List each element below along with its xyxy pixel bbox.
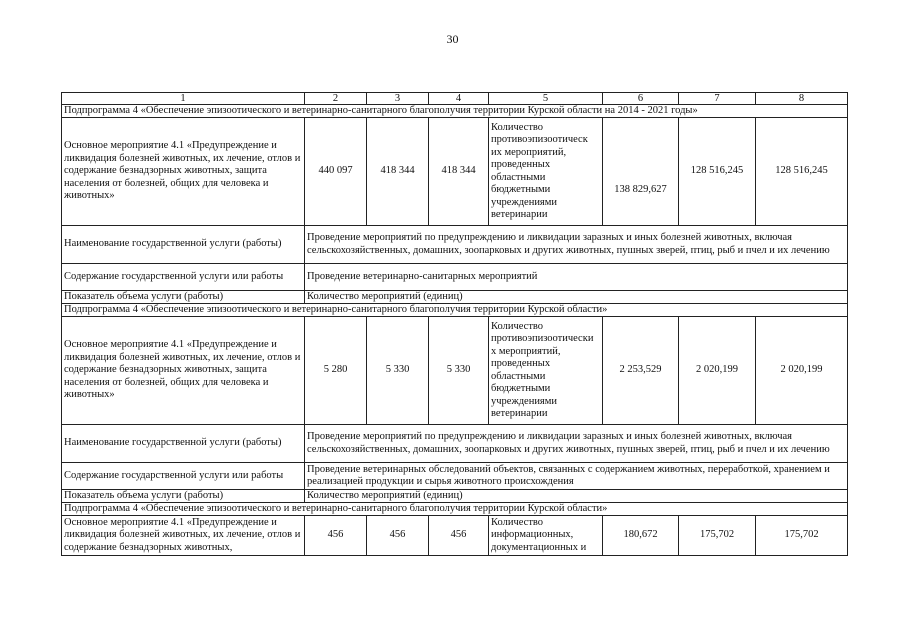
service-name-value: Проведение мероприятий по предупреждению и ликвидации заразных и иных болезней животных, включая сельскохозяйственных, домашних, зоопарковых и других животных, пушных зверей, птиц, рыб и пчел и их лечению	[305, 425, 848, 463]
header-cell: 3	[367, 93, 429, 105]
header-cell: 7	[679, 93, 756, 105]
value-col4: 5 330	[429, 317, 489, 425]
header-cell: 4	[429, 93, 489, 105]
value-col2: 440 097	[305, 118, 367, 226]
header-cell: 2	[305, 93, 367, 105]
service-name-row	[62, 226, 848, 264]
service-name-row	[62, 425, 848, 463]
value-col2: 456	[305, 516, 367, 556]
value-col4: 456	[429, 516, 489, 556]
service-content-row	[62, 264, 848, 291]
header-cell: 1	[62, 93, 305, 105]
indicator-description	[489, 516, 603, 556]
page-number: 30	[446, 32, 459, 46]
value-col6: 138 829,627	[603, 118, 679, 226]
indicator-description: Количество противоэпизоотически х мероприятий, проведенных областными бюджетными учреждениями ветеринарии	[489, 317, 603, 425]
subprogram-row	[62, 503, 848, 516]
volume-indicator-label: Показатель объема услуги (работы)	[62, 490, 305, 503]
volume-indicator-row	[62, 490, 848, 503]
value-col3: 5 330	[367, 317, 429, 425]
volume-indicator-label: Показатель объема услуги (работы)	[62, 291, 305, 304]
value-col8: 128 516,245	[756, 118, 848, 226]
service-name-value: Проведение мероприятий по предупреждению и ликвидации заразных и иных болезней животных, включая сельскохозяйственных, домашних, зоопарковых и других животных, пушных зверей, птиц, рыб и пчел и их лечению	[305, 226, 848, 264]
value-col7: 128 516,245	[679, 118, 756, 226]
value-col7: 2 020,199	[679, 317, 756, 425]
volume-indicator-value: Количество мероприятий (единиц)	[305, 291, 848, 304]
service-name-label: Наименование государственной услуги (работы)	[62, 226, 305, 264]
service-content-label: Содержание государственной услуги или работы	[62, 463, 305, 490]
service-content-row	[62, 463, 848, 490]
value-col7: 175,702	[679, 516, 756, 556]
value-col3: 418 344	[367, 118, 429, 226]
service-content-value: Проведение ветеринарно-санитарных мероприятий	[305, 264, 848, 291]
value-col4: 418 344	[429, 118, 489, 226]
header-cell: 6	[603, 93, 679, 105]
subprogram-row	[62, 304, 848, 317]
service-name-label: Наименование государственной услуги (работы)	[62, 425, 305, 463]
budget-table	[61, 92, 848, 556]
value-col8: 2 020,199	[756, 317, 848, 425]
subprogram-title: Подпрограмма 4 «Обеспечение эпизоотического и ветеринарно-санитарного благополучия территории Курской области»	[62, 503, 848, 516]
header-row	[62, 93, 848, 105]
measure-row	[62, 118, 848, 226]
measure-row	[62, 317, 848, 425]
value-col2: 5 280	[305, 317, 367, 425]
volume-indicator-row	[62, 291, 848, 304]
value-col8: 175,702	[756, 516, 848, 556]
indicator-description: Количество противоэпизоотическ их мероприятий, проведенных областными бюджетными учреждениями ветеринарии	[489, 118, 603, 226]
value-col3: 456	[367, 516, 429, 556]
volume-indicator-value: Количество мероприятий (единиц)	[305, 490, 848, 503]
subprogram-title: Подпрограмма 4 «Обеспечение эпизоотического и ветеринарно-санитарного благополучия территории Курской области на 2014 - 2021 годы»	[62, 105, 848, 118]
value-col6: 180,672	[603, 516, 679, 556]
service-content-value: Проведение ветеринарных обследований объектов, связанных с содержанием животных, переработкой, хранением и реализацией продукции и сырья животного происхождения	[305, 463, 848, 490]
service-content-label: Содержание государственной услуги или работы	[62, 264, 305, 291]
indicator-description-text: Количество информационных, документационных и	[491, 516, 587, 553]
header-cell: 5	[489, 93, 603, 105]
measure-description: Основное мероприятие 4.1 «Предупреждение и ликвидация болезней животных, их лечение, отлов и содержание безнадзорных животных, защита населения от болезней, общих для человека и животных»	[62, 317, 305, 425]
header-cell: 8	[756, 93, 848, 105]
subprogram-title: Подпрограмма 4 «Обеспечение эпизоотического и ветеринарно-санитарного благополучия территории Курской области»	[62, 304, 848, 317]
measure-description: Основное мероприятие 4.1 «Предупреждение и ликвидация болезней животных, их лечение, отлов и содержание безнадзорных животных, защита населения от болезней, общих для человека и животных»	[62, 118, 305, 226]
measure-description	[62, 516, 305, 556]
value-col6: 2 253,529	[603, 317, 679, 425]
measure-row	[62, 516, 848, 556]
subprogram-row	[62, 105, 848, 118]
measure-description-text: Основное мероприятие 4.1 «Предупреждение и ликвидация болезней животных, их лечение, отлов и содержание безнадзорных животных,	[64, 516, 301, 553]
